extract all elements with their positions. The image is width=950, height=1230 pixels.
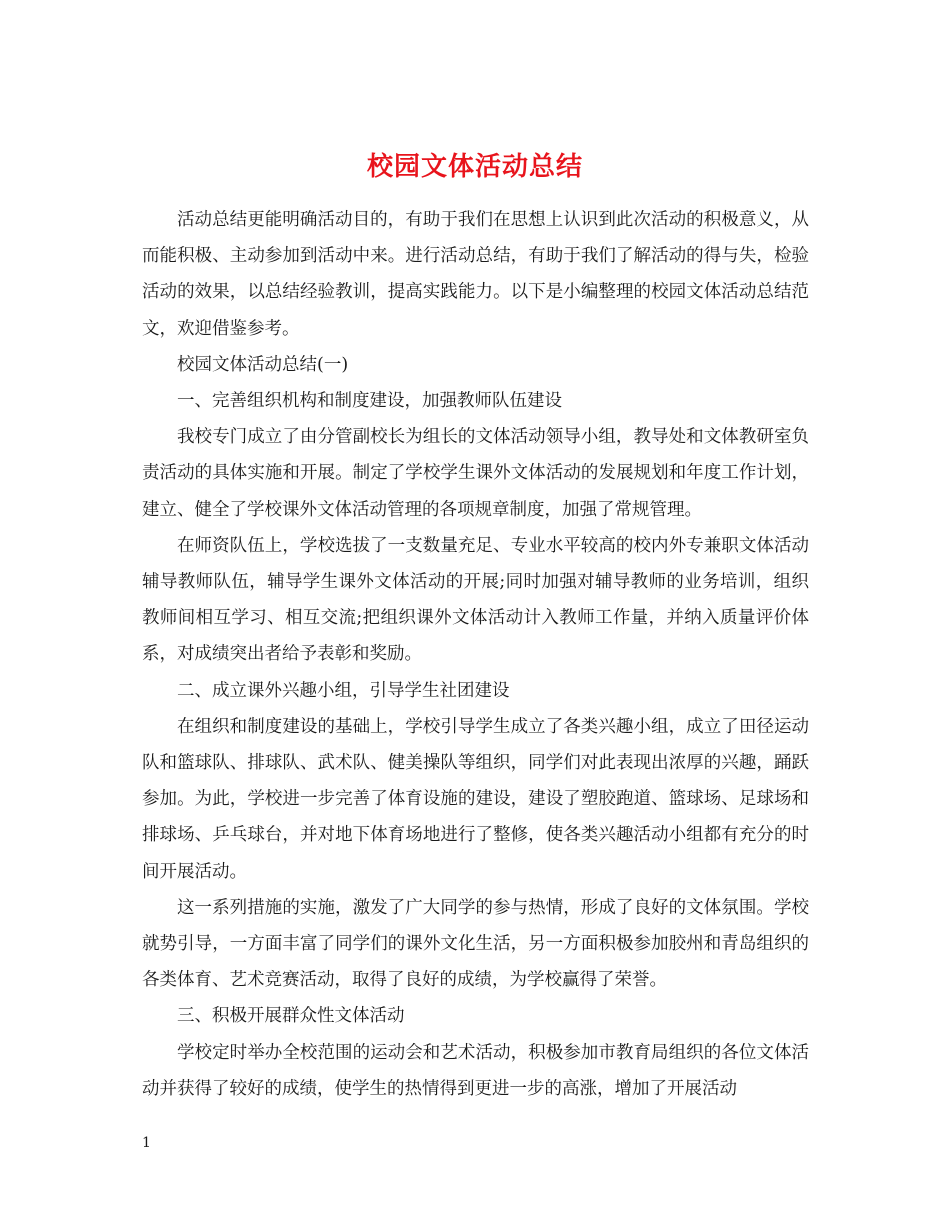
paragraph: 这一系列措施的实施，激发了广大同学的参与热情，形成了良好的文体氛围。学校就势引导，一方面丰富了同学们的课外文化生活，另一方面积极参加胶州和青岛组织的各类体育、艺术竞赛活动，取得了良好的成绩，为学校赢得了荣誉。 — [142, 897, 809, 991]
section-heading-1: 一、完善组织机构和制度建设，加强教师队伍建设 — [177, 391, 562, 412]
document-body — [142, 202, 809, 1107]
paragraph: 在组织和制度建设的基础上，学校引导学生成立了各类兴趣小组，成立了田径运动队和篮球队、排球队、武术队、健美操队等组织，同学们对此表现出浓厚的兴趣，踊跃参加。为此，学校进一步完善了体育设施的建设，建设了塑胶跑道、篮球场、足球场和排球场、乒乓球台，并对地下体育场地进行了整修，使各类兴趣活动小组都有充分的时间开展活动。 — [142, 716, 809, 882]
document-title: 校园文体活动总结 — [366, 152, 583, 183]
paragraph: 在师资队伍上，学校选拔了一支数量充足、专业水平较高的校内外专兼职文体活动辅导教师队伍，辅导学生课外文体活动的开展;同时加强对辅导教师的业务培训，组织教师间相互学习、相互交流;把组织课外文体活动计入教师工作量，并纳入质量评价体系，对成绩突出者给予表彰和奖励。 — [142, 535, 809, 665]
section-heading-3: 三、积极开展群众性文体活动 — [177, 1006, 405, 1027]
paragraph-intro: 活动总结更能明确活动目的，有助于我们在思想上认识到此次活动的积极意义，从而能积极、主动参加到活动中来。进行活动总结，有助于我们了解活动的得与失，检验活动的效果，以总结经验教训，提高实践能力。以下是小编整理的校园文体活动总结范文，欢迎借鉴参考。 — [142, 210, 809, 339]
paragraph-subtitle: 校园文体活动总结(一) — [177, 354, 349, 375]
page-number: 1 — [142, 1135, 151, 1151]
paragraph: 我校专门成立了由分管副校长为组长的文体活动领导小组，教导处和文体教研室负责活动的具体实施和开展。制定了学校学生课外文体活动的发展规划和年度工作计划，建立、健全了学校课外文体活动管理的各项规章制度，加强了常规管理。 — [142, 427, 809, 520]
paragraph: 学校定时举办全校范围的运动会和艺术活动，积极参加市教育局组织的各位文体活动并获得了较好的成绩，使学生的热情得到更进一步的高涨，增加了开展活动 — [142, 1042, 809, 1099]
section-heading-2: 二、成立课外兴趣小组，引导学生社团建设 — [177, 680, 510, 701]
